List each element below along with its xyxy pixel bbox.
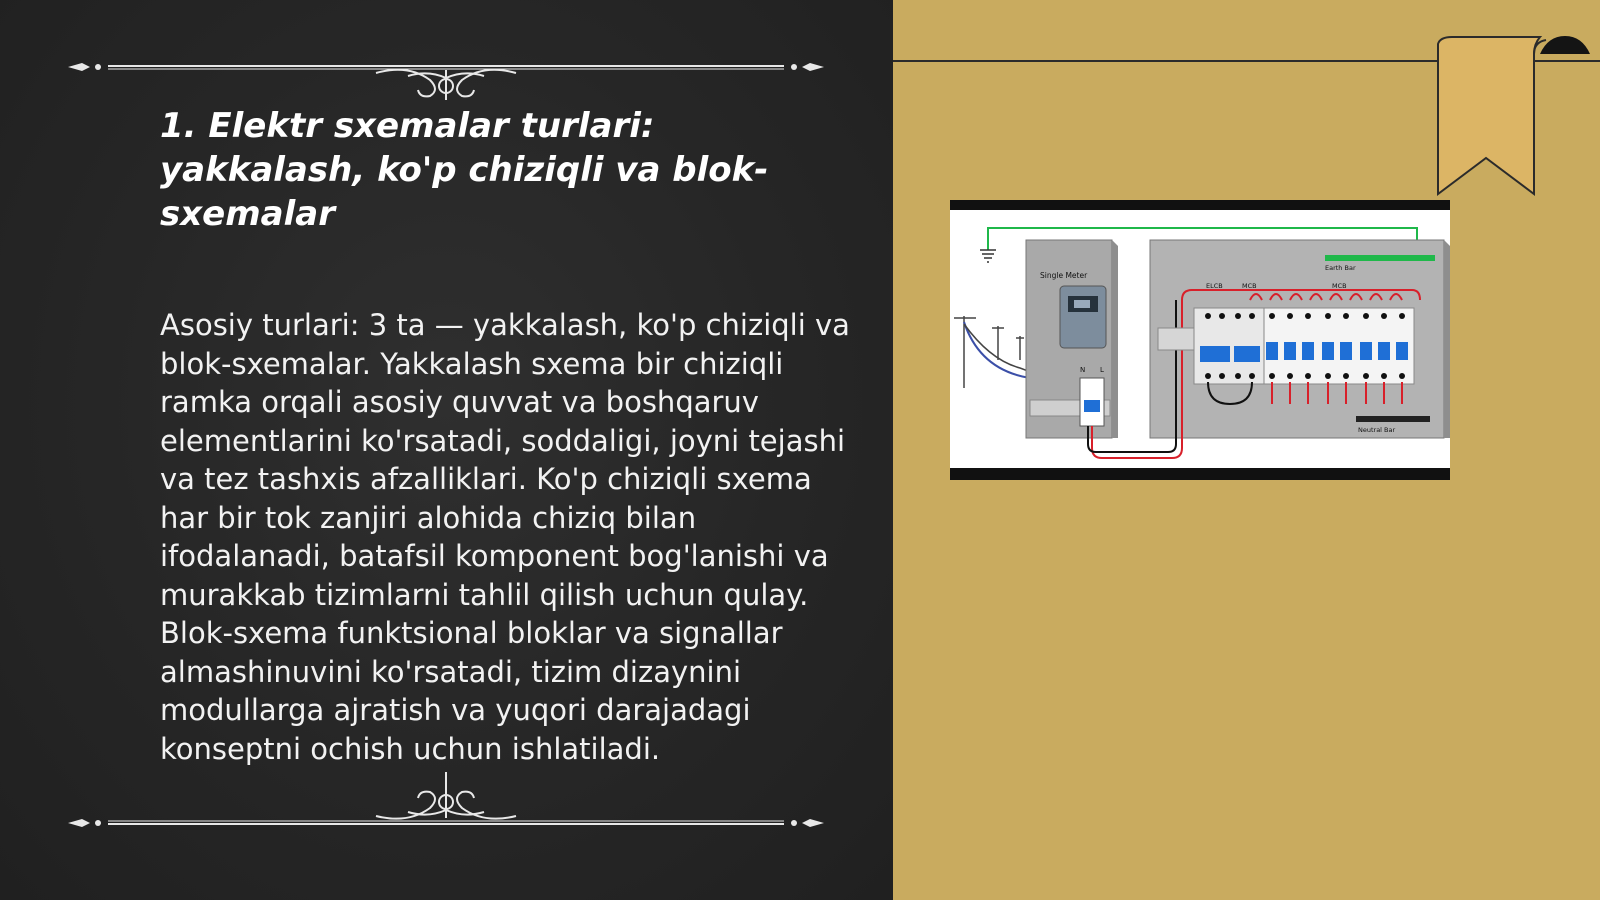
mcb-label-right: MCB <box>1332 282 1347 290</box>
elcb-label: ELCB <box>1206 282 1223 290</box>
neutral-bar-label: Neutral Bar <box>1358 426 1396 434</box>
earth-bar-label: Earth Bar <box>1325 264 1356 272</box>
mcb-label-left: MCB <box>1242 282 1257 290</box>
slide-title: 1. Elektr sxemalar turlari: yakkalash, ko'p chiziqli va blok-sxemalar <box>160 106 769 234</box>
electric-meter-icon <box>1060 286 1106 348</box>
l-terminal-label: L <box>1100 366 1104 374</box>
bookmark-ribbon-icon <box>1430 34 1600 204</box>
slide-body-text: Asosiy turlari: 3 ta — yakkalash, ko'p chiziqli va blok-sxemalar. Yakkalash sxema bir chiziqli ramka orqali asosiy quvvat va boshqaruv elementlarini ko'rsatadi, soddaligi, joyni tejashi va tez tashxis afzalliklari. Ko'p chiziqli sxema har bir tok zanjiri alohida chiziq bilan ifodalanadi, batafsil komponent bog'lanishi va murakkab tizimlarni tahlil qilish uchun qulay. Blok-sxema funktsional bloklar va signallar almashinuvini ko'rsatadi, tizim dizaynini modullarga ajratish va yuqori darajadagi konseptni ochish uchun ishlatiladi. <box>160 308 850 766</box>
ornament-divider-bottom <box>68 772 824 832</box>
n-terminal-label: N <box>1080 366 1086 374</box>
meter-label: Single Meter <box>1040 271 1088 280</box>
ornament-divider-top <box>68 40 824 100</box>
wiring-diagram-image <box>950 200 1450 480</box>
